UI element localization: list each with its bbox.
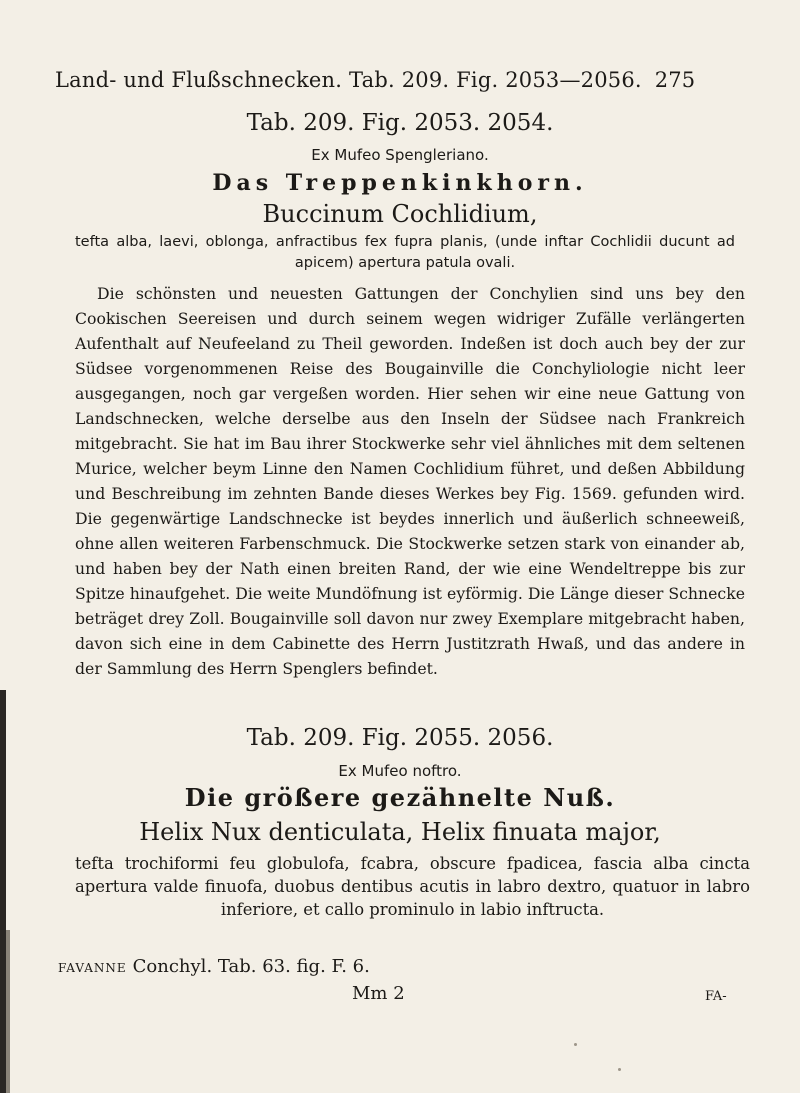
running-head [55,68,775,92]
collection-source-2: Ex Mufeo noftro. [338,762,462,780]
running-head-text: Land- und Flußschnecken. Tab. 209. Fig. 2053—2056. [55,68,642,92]
german-species-name-2: Die größere gezähnelte Nuß. [184,783,616,812]
page-number: 275 [654,68,696,92]
signature-mark: Mm 2 [352,983,405,1004]
plate-reference-2: Tab. 209. Fig. 2055. 2056. [246,725,554,751]
catchword: FA- [705,989,727,1004]
reference-author: FAVANNE [58,961,127,975]
paper-speck [574,1043,577,1046]
latin-description: tefta alba, laevi, oblonga, anfractibus fex fupra planis, (unde inftar Cochlidii ducunt ad apicem) apertura patula ovali. [75,234,735,271]
page-edge-shadow-inner [6,930,10,1093]
german-species-name: Das Treppenkinkhorn. [212,170,588,196]
latin-species-name: Buccinum Cochlidium, [262,200,538,228]
plate-reference: Tab. 209. Fig. 2053. 2054. [246,110,554,136]
collection-source: Ex Mufeo Spengleriano. [311,146,489,164]
body-paragraph: Die schönsten und neuesten Gattungen der Conchylien sind uns bey den Cookischen Seereisen und durch seinem wegen widriger Zufälle verlängerten Aufenthalt auf Neufeeland zu Theil geworden. Indeßen ist doch auch bey der zur Südsee vorgenommenen Reise des Bougainville die Conchyliologie nicht leer ausgegangen, noch gar vergeßen worden. Hier sehen wir eine neue Gattung von Landschnecken, welche derselbe aus den Inseln der Südsee nach Frankreich mitgebracht. Sie hat im Bau ihrer Stockwerke sehr viel ähnliches mit dem seltenen Murice, welcher beym Linne den Namen Cochlidium führet, und deßen Abbildung und Beschreibung im zehnten Bande dieses Werkes bey Fig. 1569. gefunden wird. Die gegenwärtige Landschnecke ist beydes innerlich und äußerlich schneeweiß, ohne allen weiteren Farbenschmuck. Die Stockwerke setzen stark von einander ab, und haben bey der Nath einen breiten Rand, der wie eine Wendeltreppe bis zur Spitze hinaufgehet. Die weite Mundöfnung ist eyförmig. Die Länge dieser Schnecke beträget drey Zoll. Bougainville soll davon nur zwey Exemplare mitgebracht haben, davon sich eine in dem Cabinette des Herrn Justitzrath Hwaß, und das andere in der Sammlung des Herrn Spenglers befindet. [75,284,745,678]
latin-species-name-2: Helix Nux denticulata, Helix finuata major, [139,818,661,846]
literature-reference [58,956,558,977]
latin-description-2: tefta trochiformi feu globulofa, fcabra, obscure fpadicea, fascia alba cincta apertura valde finuofa, duobus dentibus acutis in labro dextro, quatuor in labro inferiore, et callo prominulo in labio inftructa. [75,854,750,919]
reference-text: Conchyl. Tab. 63. fig. F. 6. [132,956,370,977]
paper-speck [618,1068,621,1071]
